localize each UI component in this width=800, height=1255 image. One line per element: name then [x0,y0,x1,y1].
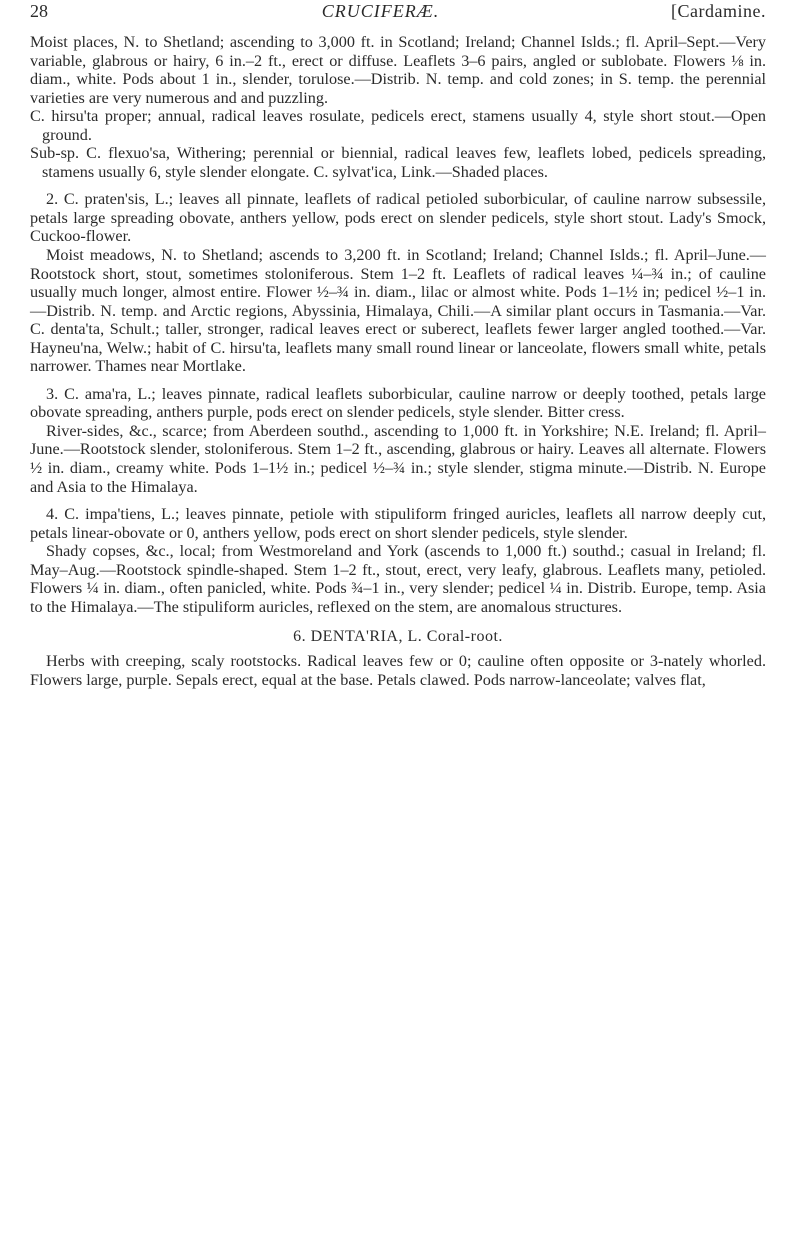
running-header [30,2,766,29]
paragraph-habitat-hirsuta: Moist places, N. to Shetland; ascending to 3,000 ft. in Scotland; Ireland; Channel Islds.; fl. April–Sept.—Very variable, glabrous or hairy, 6 in.–2 ft., erect or diffuse. Leaflets 3–6 pairs, angled or sublobate. Flowers ⅛ in. diam., white. Pods about 1 in., slender, torulose.—Distrib. N. temp. and cold zones; in S. temp. the perennial varieties are very numerous and and puzzling. [30,33,766,107]
paragraph-pratensis-habitat: Moist meadows, N. to Shetland; ascends to 3,200 ft. in Scotland; Ireland; Channel Islds.; fl. April–June.—Rootstock short, stout, sometimes stoloniferous. Stem 1–2 ft. Leaflets of radical leaves ¼–¾ in.; of cauline usually much longer, almost entire. Flower ½–¾ in. diam., lilac or almost white. Pods 1–1½ in; pedicel ½–1 in.—Distrib. N. temp. and Arctic regions, Abyssinia, Himalaya, Chili.—A similar plant occurs in Tasmania.—Var. C. denta'ta, Schult.; taller, stronger, radical leaves erect or suberect, leaflets fewer larger angled toothed.—Var. Hayneu'na, Welw.; habit of C. hirsu'ta, leaflets many small round linear or lanceolate, flowers small white, petals narrower. Thames near Mortlake. [30,246,766,376]
page-number: 28 [30,1,48,21]
paragraph-impatiens-habitat: Shady copses, &c., local; from Westmoreland and York (ascends to 1,000 ft.) southd.; casual in Ireland; fl. May–Aug.—Rootstock spindle-shaped. Stem 1–2 ft., stout, erect, very leafy, glabrous. Leaflets many, petioled. Flowers ¼ in. diam., often panicled, white. Pods ¾–1 in., very slender; pedicel ¼ in. Distrib. Europe, temp. Asia to the Himalaya.—The stipuliform auricles, reflexed on the stem, are anomalous structures. [30,542,766,616]
species-entry-amara: 3. C. ama'ra, L.; leaves pinnate, radical leaflets suborbicular, cauline narrow or deeply toothed, petals large obovate spreading, anthers purple, pods erect on slender pedicels, style slender. Bitter cress. [30,384,766,422]
paragraph-flexuosa: Sub-sp. C. flexuo'sa, Withering; perennial or biennial, radical leaves few, leaflets lobed, pedicels spreading, stamens usually 6, style slender elongate. C. sylvat'ica, Link.—Shaded places. [30,144,766,181]
paragraph-dentaria-description: Herbs with creeping, scaly rootstocks. Radical leaves few or 0; cauline often opposite or 3-nately whorled. Flowers large, purple. Sepals erect, equal at the base. Petals clawed. Pods narrow-lanceolate; valves flat, [30,651,766,689]
running-title: CRUCIFERÆ. [321,1,440,21]
paragraph-hirsuta-proper: C. hirsu'ta proper; annual, radical leaves rosulate, pedicels erect, stamens usually 4, style short stout.—Open ground. [30,107,766,144]
species-entry-pratensis: 2. C. praten'sis, L.; leaves all pinnate, leaflets of radical petioled suborbicular, of cauline narrow subsessile, petals large spreading obovate, anthers yellow, pods erect on slender pedicels, style short stout. Lady's Smock, Cuckoo-flower. [30,190,766,246]
paragraph-amara-habitat: River-sides, &c., scarce; from Aberdeen southd., ascending to 1,000 ft. in Yorkshire; N.E. Ireland; fl. April–June.—Rootstock slender, stoloniferous. Stem 1–2 ft., ascending, glabrous or hairy. Leaves all alternate. Flowers ½ in. diam., creamy white. Pods 1–1½ in.; pedicel ½–¾ in.; style slender, stigma minute.—Distrib. N. Europe and Asia to the Himalaya. [30,421,766,496]
genus-heading-dentaria: 6. DENTA'RIA, L. Coral-root. [293,628,503,646]
species-entry-impatiens: 4. C. impa'tiens, L.; leaves pinnate, petiole with stipuliform fringed auricles, leaflets all narrow deeply cut, petals linear-obovate or 0, anthers yellow, pods erect on short slender pedicels, style slender. [30,505,766,542]
running-section: [Cardamine. [671,1,766,21]
